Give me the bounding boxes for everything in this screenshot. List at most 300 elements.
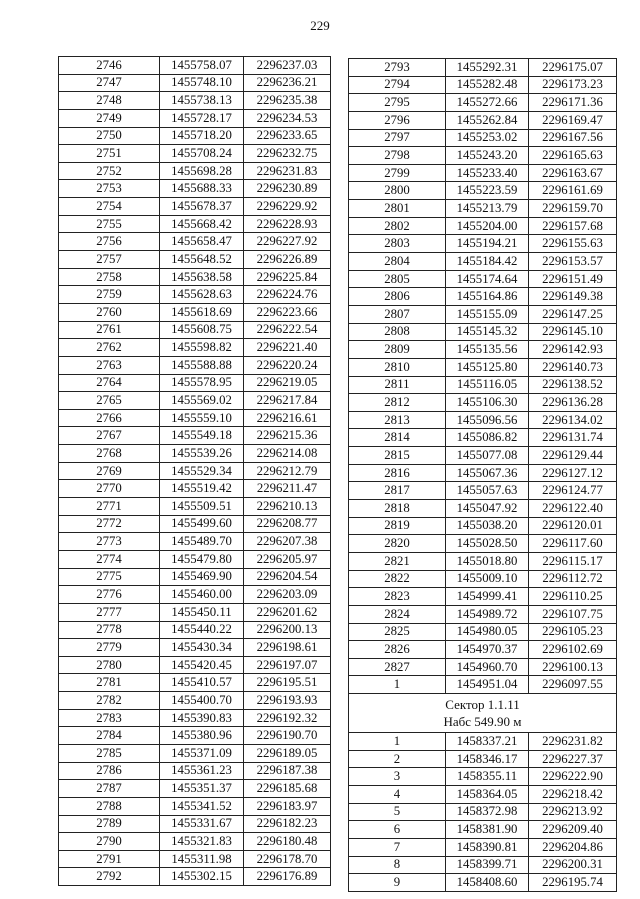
coordinate-x-cell: 1458355.11 [446, 768, 529, 786]
coordinate-y-cell: 2296173.23 [529, 76, 617, 94]
table-row [349, 658, 617, 676]
coordinate-y-cell: 2296198.61 [244, 639, 331, 657]
coordinate-x-cell: 1455658.47 [160, 233, 244, 251]
point-number-cell: 2762 [59, 339, 160, 357]
coordinate-x-cell: 1455311.98 [160, 850, 244, 868]
coordinates-table-right [348, 58, 617, 892]
point-number-cell: 2755 [59, 215, 160, 233]
coordinate-x-cell: 1455164.86 [446, 288, 529, 306]
coordinate-y-cell: 2296189.05 [244, 744, 331, 762]
point-number-cell: 2821 [349, 552, 446, 570]
point-number-cell: 2794 [349, 76, 446, 94]
table-row [59, 74, 331, 92]
coordinate-y-cell: 2296214.08 [244, 445, 331, 463]
table-row [59, 303, 331, 321]
point-number-cell: 2798 [349, 147, 446, 165]
coordinate-x-cell: 1455028.50 [446, 535, 529, 553]
table-row [59, 321, 331, 339]
point-number-cell: 2795 [349, 94, 446, 112]
coordinate-x-cell: 1455479.80 [160, 550, 244, 568]
coordinate-y-cell: 2296100.13 [529, 658, 617, 676]
point-number-cell: 2747 [59, 74, 160, 92]
point-number-cell: 2781 [59, 674, 160, 692]
coordinate-x-cell: 1455371.09 [160, 744, 244, 762]
table-row [349, 429, 617, 447]
coordinate-y-cell: 2296193.93 [244, 692, 331, 710]
coordinate-y-cell: 2296228.93 [244, 215, 331, 233]
table-row [349, 768, 617, 786]
table-row [59, 215, 331, 233]
coordinate-y-cell: 2296211.47 [244, 480, 331, 498]
point-number-cell: 2765 [59, 392, 160, 410]
page-number: 229 [310, 18, 330, 33]
table-row [59, 286, 331, 304]
coordinate-y-cell: 2296175.07 [529, 59, 617, 77]
table-row [59, 674, 331, 692]
table-row [349, 588, 617, 606]
coordinate-y-cell: 2296117.60 [529, 535, 617, 553]
point-number-cell: 1 [349, 733, 446, 751]
coordinate-x-cell: 1458346.17 [446, 750, 529, 768]
coordinate-x-cell: 1455116.05 [446, 376, 529, 394]
point-number-cell: 2767 [59, 427, 160, 445]
table-row [349, 253, 617, 271]
coordinate-y-cell: 2296237.03 [244, 57, 331, 75]
coordinate-y-cell: 2296149.38 [529, 288, 617, 306]
coordinate-x-cell: 1455668.42 [160, 215, 244, 233]
point-number-cell: 2796 [349, 111, 446, 129]
coordinate-y-cell: 2296207.38 [244, 533, 331, 551]
table-row [59, 833, 331, 851]
table-row [59, 145, 331, 163]
coordinate-y-cell: 2296142.93 [529, 341, 617, 359]
table-row [59, 744, 331, 762]
coordinate-x-cell: 1455758.07 [160, 57, 244, 75]
point-number-cell: 2759 [59, 286, 160, 304]
coordinate-x-cell: 1454999.41 [446, 588, 529, 606]
coordinate-y-cell: 2296222.54 [244, 321, 331, 339]
coordinate-y-cell: 2296229.92 [244, 198, 331, 216]
coordinate-x-cell: 1455145.32 [446, 323, 529, 341]
table-row [349, 411, 617, 429]
table-row [59, 462, 331, 480]
point-number-cell: 2769 [59, 462, 160, 480]
coordinate-y-cell: 2296169.47 [529, 111, 617, 129]
coordinate-y-cell: 2296234.53 [244, 109, 331, 127]
coordinate-y-cell: 2296105.23 [529, 623, 617, 641]
table-row [59, 533, 331, 551]
coordinate-y-cell: 2296157.68 [529, 217, 617, 235]
coordinate-x-cell: 1455390.83 [160, 709, 244, 727]
coordinate-y-cell: 2296216.61 [244, 409, 331, 427]
coordinate-x-cell: 1455272.66 [446, 94, 529, 112]
point-number-cell: 2799 [349, 164, 446, 182]
table-row [349, 641, 617, 659]
point-number-cell: 2801 [349, 200, 446, 218]
point-number-cell: 2776 [59, 586, 160, 604]
coordinate-y-cell: 2296147.25 [529, 305, 617, 323]
sector-elevation: Набс 549.90 м [443, 714, 522, 730]
point-number-cell: 4 [349, 785, 446, 803]
point-number-cell: 2771 [59, 498, 160, 516]
point-number-cell: 2774 [59, 550, 160, 568]
point-number-cell: 2790 [59, 833, 160, 851]
coordinate-y-cell: 2296210.13 [244, 498, 331, 516]
coordinate-y-cell: 2296222.90 [529, 768, 617, 786]
coordinate-y-cell: 2296176.89 [244, 868, 331, 886]
point-number-cell: 2814 [349, 429, 446, 447]
coordinate-x-cell: 1455321.83 [160, 833, 244, 851]
coordinate-y-cell: 2296203.09 [244, 586, 331, 604]
point-number-cell: 2815 [349, 447, 446, 465]
sector-header [349, 694, 617, 733]
point-number-cell: 2789 [59, 815, 160, 833]
coordinate-x-cell: 1458337.21 [446, 733, 529, 751]
coordinate-x-cell: 1454960.70 [446, 658, 529, 676]
point-number-cell: 2775 [59, 568, 160, 586]
point-number-cell: 2810 [349, 358, 446, 376]
coordinate-y-cell: 2296185.68 [244, 780, 331, 798]
point-number-cell: 2770 [59, 480, 160, 498]
point-number-cell: 2808 [349, 323, 446, 341]
coordinate-x-cell: 1455718.20 [160, 127, 244, 145]
table-row [349, 500, 617, 518]
coordinate-y-cell: 2296161.69 [529, 182, 617, 200]
table-row [349, 323, 617, 341]
table-row [349, 358, 617, 376]
coordinate-x-cell: 1454970.37 [446, 641, 529, 659]
coordinate-y-cell: 2296212.79 [244, 462, 331, 480]
coordinate-x-cell: 1455440.22 [160, 621, 244, 639]
table-row [59, 850, 331, 868]
point-number-cell: 2797 [349, 129, 446, 147]
coordinate-x-cell: 1455559.10 [160, 409, 244, 427]
point-number-cell: 2760 [59, 303, 160, 321]
coordinate-x-cell: 1455509.51 [160, 498, 244, 516]
point-number-cell: 2806 [349, 288, 446, 306]
table-row [349, 821, 617, 839]
point-number-cell: 1 [349, 676, 446, 694]
table-row [349, 552, 617, 570]
point-number-cell: 2763 [59, 356, 160, 374]
coordinate-y-cell: 2296151.49 [529, 270, 617, 288]
coordinate-y-cell: 2296227.37 [529, 750, 617, 768]
point-number-cell: 2766 [59, 409, 160, 427]
coordinate-x-cell: 1455096.56 [446, 411, 529, 429]
table-row [349, 182, 617, 200]
coordinate-x-cell: 1455499.60 [160, 515, 244, 533]
coordinate-x-cell: 1455420.45 [160, 656, 244, 674]
table-row [59, 233, 331, 251]
table-row [59, 339, 331, 357]
table-row [59, 692, 331, 710]
table-row [59, 127, 331, 145]
point-number-cell: 2787 [59, 780, 160, 798]
point-number-cell: 2825 [349, 623, 446, 641]
table-row [59, 762, 331, 780]
coordinate-x-cell: 1455155.09 [446, 305, 529, 323]
point-number-cell: 7 [349, 838, 446, 856]
coordinate-y-cell: 2296155.63 [529, 235, 617, 253]
coordinate-y-cell: 2296136.28 [529, 394, 617, 412]
point-number-cell: 2819 [349, 517, 446, 535]
coordinate-y-cell: 2296204.86 [529, 838, 617, 856]
coordinate-y-cell: 2296183.97 [244, 797, 331, 815]
table-row [349, 623, 617, 641]
coordinate-y-cell: 2296217.84 [244, 392, 331, 410]
point-number-cell: 3 [349, 768, 446, 786]
coordinate-x-cell: 1455106.30 [446, 394, 529, 412]
table-row [59, 480, 331, 498]
coordinate-x-cell: 1455057.63 [446, 482, 529, 500]
point-number-cell: 2793 [349, 59, 446, 77]
coordinate-x-cell: 1455038.20 [446, 517, 529, 535]
table-row [59, 797, 331, 815]
point-number-cell: 2778 [59, 621, 160, 639]
point-number-cell: 2750 [59, 127, 160, 145]
coordinate-y-cell: 2296232.75 [244, 145, 331, 163]
table-row [59, 868, 331, 886]
coordinate-y-cell: 2296208.77 [244, 515, 331, 533]
coordinate-x-cell: 1455698.28 [160, 162, 244, 180]
table-row [59, 639, 331, 657]
point-number-cell: 2788 [59, 797, 160, 815]
table-row [59, 709, 331, 727]
point-number-cell: 2779 [59, 639, 160, 657]
coordinate-y-cell: 2296223.66 [244, 303, 331, 321]
table-row [349, 376, 617, 394]
coordinate-x-cell: 1455578.95 [160, 374, 244, 392]
coordinate-y-cell: 2296110.25 [529, 588, 617, 606]
table-row [59, 198, 331, 216]
coordinate-y-cell: 2296131.74 [529, 429, 617, 447]
point-number-cell: 2800 [349, 182, 446, 200]
point-number-cell: 2746 [59, 57, 160, 75]
point-number-cell: 2813 [349, 411, 446, 429]
coordinate-x-cell: 1455469.90 [160, 568, 244, 586]
coordinate-y-cell: 2296167.56 [529, 129, 617, 147]
point-number-cell: 2805 [349, 270, 446, 288]
coordinate-x-cell: 1454980.05 [446, 623, 529, 641]
point-number-cell: 2827 [349, 658, 446, 676]
coordinate-x-cell: 1458381.90 [446, 821, 529, 839]
point-number-cell: 2780 [59, 656, 160, 674]
coordinate-x-cell: 1458390.81 [446, 838, 529, 856]
coordinate-x-cell: 1455253.02 [446, 129, 529, 147]
point-number-cell: 2791 [59, 850, 160, 868]
coordinate-y-cell: 2296221.40 [244, 339, 331, 357]
table-row [59, 550, 331, 568]
coordinate-y-cell: 2296231.83 [244, 162, 331, 180]
coordinate-x-cell: 1455351.37 [160, 780, 244, 798]
point-number-cell: 2804 [349, 253, 446, 271]
coordinate-x-cell: 1455519.42 [160, 480, 244, 498]
coordinate-x-cell: 1455688.33 [160, 180, 244, 198]
table-row [59, 815, 331, 833]
coordinate-x-cell: 1455728.17 [160, 109, 244, 127]
point-number-cell: 5 [349, 803, 446, 821]
table-row [59, 268, 331, 286]
coordinate-x-cell: 1455204.00 [446, 217, 529, 235]
coordinate-x-cell: 1454989.72 [446, 605, 529, 623]
point-number-cell: 2818 [349, 500, 446, 518]
point-number-cell: 2792 [59, 868, 160, 886]
point-number-cell: 2754 [59, 198, 160, 216]
coordinate-y-cell: 2296204.54 [244, 568, 331, 586]
table-row [349, 535, 617, 553]
coordinate-x-cell: 1455588.88 [160, 356, 244, 374]
coordinate-y-cell: 2296224.76 [244, 286, 331, 304]
coordinate-y-cell: 2296192.32 [244, 709, 331, 727]
coordinate-y-cell: 2296129.44 [529, 447, 617, 465]
coordinate-x-cell: 1455223.59 [446, 182, 529, 200]
point-number-cell: 2803 [349, 235, 446, 253]
table-row [59, 727, 331, 745]
coordinate-x-cell: 1455077.08 [446, 447, 529, 465]
table-row [349, 394, 617, 412]
coordinate-x-cell: 1458399.71 [446, 856, 529, 874]
coordinate-y-cell: 2296124.77 [529, 482, 617, 500]
point-number-cell: 2773 [59, 533, 160, 551]
table-row [349, 676, 617, 694]
point-number-cell: 2777 [59, 603, 160, 621]
coordinate-x-cell: 1455738.13 [160, 92, 244, 110]
point-number-cell: 2822 [349, 570, 446, 588]
coordinate-y-cell: 2296190.70 [244, 727, 331, 745]
coordinate-y-cell: 2296200.31 [529, 856, 617, 874]
point-number-cell: 2820 [349, 535, 446, 553]
table-row [59, 356, 331, 374]
coordinate-y-cell: 2296120.01 [529, 517, 617, 535]
coordinates-table-left [58, 56, 331, 886]
table-row [59, 57, 331, 75]
table-row [349, 217, 617, 235]
coordinate-x-cell: 1455292.31 [446, 59, 529, 77]
coordinate-y-cell: 2296235.38 [244, 92, 331, 110]
point-number-cell: 2768 [59, 445, 160, 463]
point-number-cell: 2824 [349, 605, 446, 623]
table-row [59, 92, 331, 110]
coordinate-y-cell: 2296219.05 [244, 374, 331, 392]
table-row [59, 621, 331, 639]
coordinate-x-cell: 1455618.69 [160, 303, 244, 321]
coordinate-y-cell: 2296178.70 [244, 850, 331, 868]
table-row [349, 341, 617, 359]
coordinate-x-cell: 1455748.10 [160, 74, 244, 92]
point-number-cell: 2817 [349, 482, 446, 500]
table-row [349, 803, 617, 821]
coordinate-y-cell: 2296226.89 [244, 251, 331, 269]
table-row [349, 111, 617, 129]
point-number-cell: 2812 [349, 394, 446, 412]
point-number-cell: 2756 [59, 233, 160, 251]
coordinate-x-cell: 1455549.18 [160, 427, 244, 445]
coordinate-x-cell: 1455361.23 [160, 762, 244, 780]
table-row [349, 76, 617, 94]
coordinate-x-cell: 1455430.34 [160, 639, 244, 657]
coordinate-y-cell: 2296159.70 [529, 200, 617, 218]
coordinate-x-cell: 1455086.82 [446, 429, 529, 447]
table-row [59, 180, 331, 198]
table-row [59, 392, 331, 410]
coordinate-x-cell: 1455450.11 [160, 603, 244, 621]
table-row [59, 586, 331, 604]
table-row [349, 838, 617, 856]
point-number-cell: 2764 [59, 374, 160, 392]
table-row [349, 570, 617, 588]
table-row [59, 498, 331, 516]
coordinate-y-cell: 2296209.40 [529, 821, 617, 839]
table-row [59, 603, 331, 621]
point-number-cell: 2807 [349, 305, 446, 323]
table-row [349, 59, 617, 77]
table-row [349, 605, 617, 623]
table-row [59, 162, 331, 180]
table-row [349, 482, 617, 500]
coordinate-y-cell: 2296127.12 [529, 464, 617, 482]
table-row [349, 147, 617, 165]
point-number-cell: 2823 [349, 588, 446, 606]
coordinate-x-cell: 1455194.21 [446, 235, 529, 253]
table-row [349, 464, 617, 482]
coordinate-x-cell: 1455282.48 [446, 76, 529, 94]
coordinate-x-cell: 1455184.42 [446, 253, 529, 271]
coordinate-x-cell: 1458408.60 [446, 874, 529, 892]
coordinate-y-cell: 2296236.21 [244, 74, 331, 92]
coordinate-x-cell: 1455174.64 [446, 270, 529, 288]
sector-title: Сектор 1.1.11 [445, 697, 520, 713]
table-row [59, 374, 331, 392]
point-number-cell: 2816 [349, 464, 446, 482]
coordinate-x-cell: 1455009.10 [446, 570, 529, 588]
coordinate-x-cell: 1455380.96 [160, 727, 244, 745]
table-row [59, 515, 331, 533]
coordinate-x-cell: 1455608.75 [160, 321, 244, 339]
coordinate-y-cell: 2296171.36 [529, 94, 617, 112]
point-number-cell: 2753 [59, 180, 160, 198]
point-number-cell: 2 [349, 750, 446, 768]
coordinate-y-cell: 2296165.63 [529, 147, 617, 165]
coordinate-x-cell: 1455331.67 [160, 815, 244, 833]
coordinate-y-cell: 2296231.82 [529, 733, 617, 751]
coordinate-x-cell: 1455628.63 [160, 286, 244, 304]
table-row [59, 445, 331, 463]
table-row [349, 288, 617, 306]
coordinate-x-cell: 1455213.79 [446, 200, 529, 218]
point-number-cell: 2784 [59, 727, 160, 745]
coordinate-x-cell: 1455243.20 [446, 147, 529, 165]
coordinate-y-cell: 2296227.92 [244, 233, 331, 251]
table-row [349, 874, 617, 892]
table-row [349, 750, 617, 768]
coordinate-y-cell: 2296112.72 [529, 570, 617, 588]
coordinate-y-cell: 2296122.40 [529, 500, 617, 518]
point-number-cell: 2751 [59, 145, 160, 163]
coordinate-y-cell: 2296145.10 [529, 323, 617, 341]
table-row [349, 305, 617, 323]
table-row [349, 94, 617, 112]
coordinate-x-cell: 1455067.36 [446, 464, 529, 482]
point-number-cell: 2748 [59, 92, 160, 110]
coordinate-x-cell: 1455410.57 [160, 674, 244, 692]
point-number-cell: 2761 [59, 321, 160, 339]
coordinate-x-cell: 1455708.24 [160, 145, 244, 163]
coordinate-y-cell: 2296218.42 [529, 785, 617, 803]
coordinate-x-cell: 1455262.84 [446, 111, 529, 129]
point-number-cell: 2772 [59, 515, 160, 533]
table-row [59, 409, 331, 427]
coordinate-x-cell: 1458364.05 [446, 785, 529, 803]
